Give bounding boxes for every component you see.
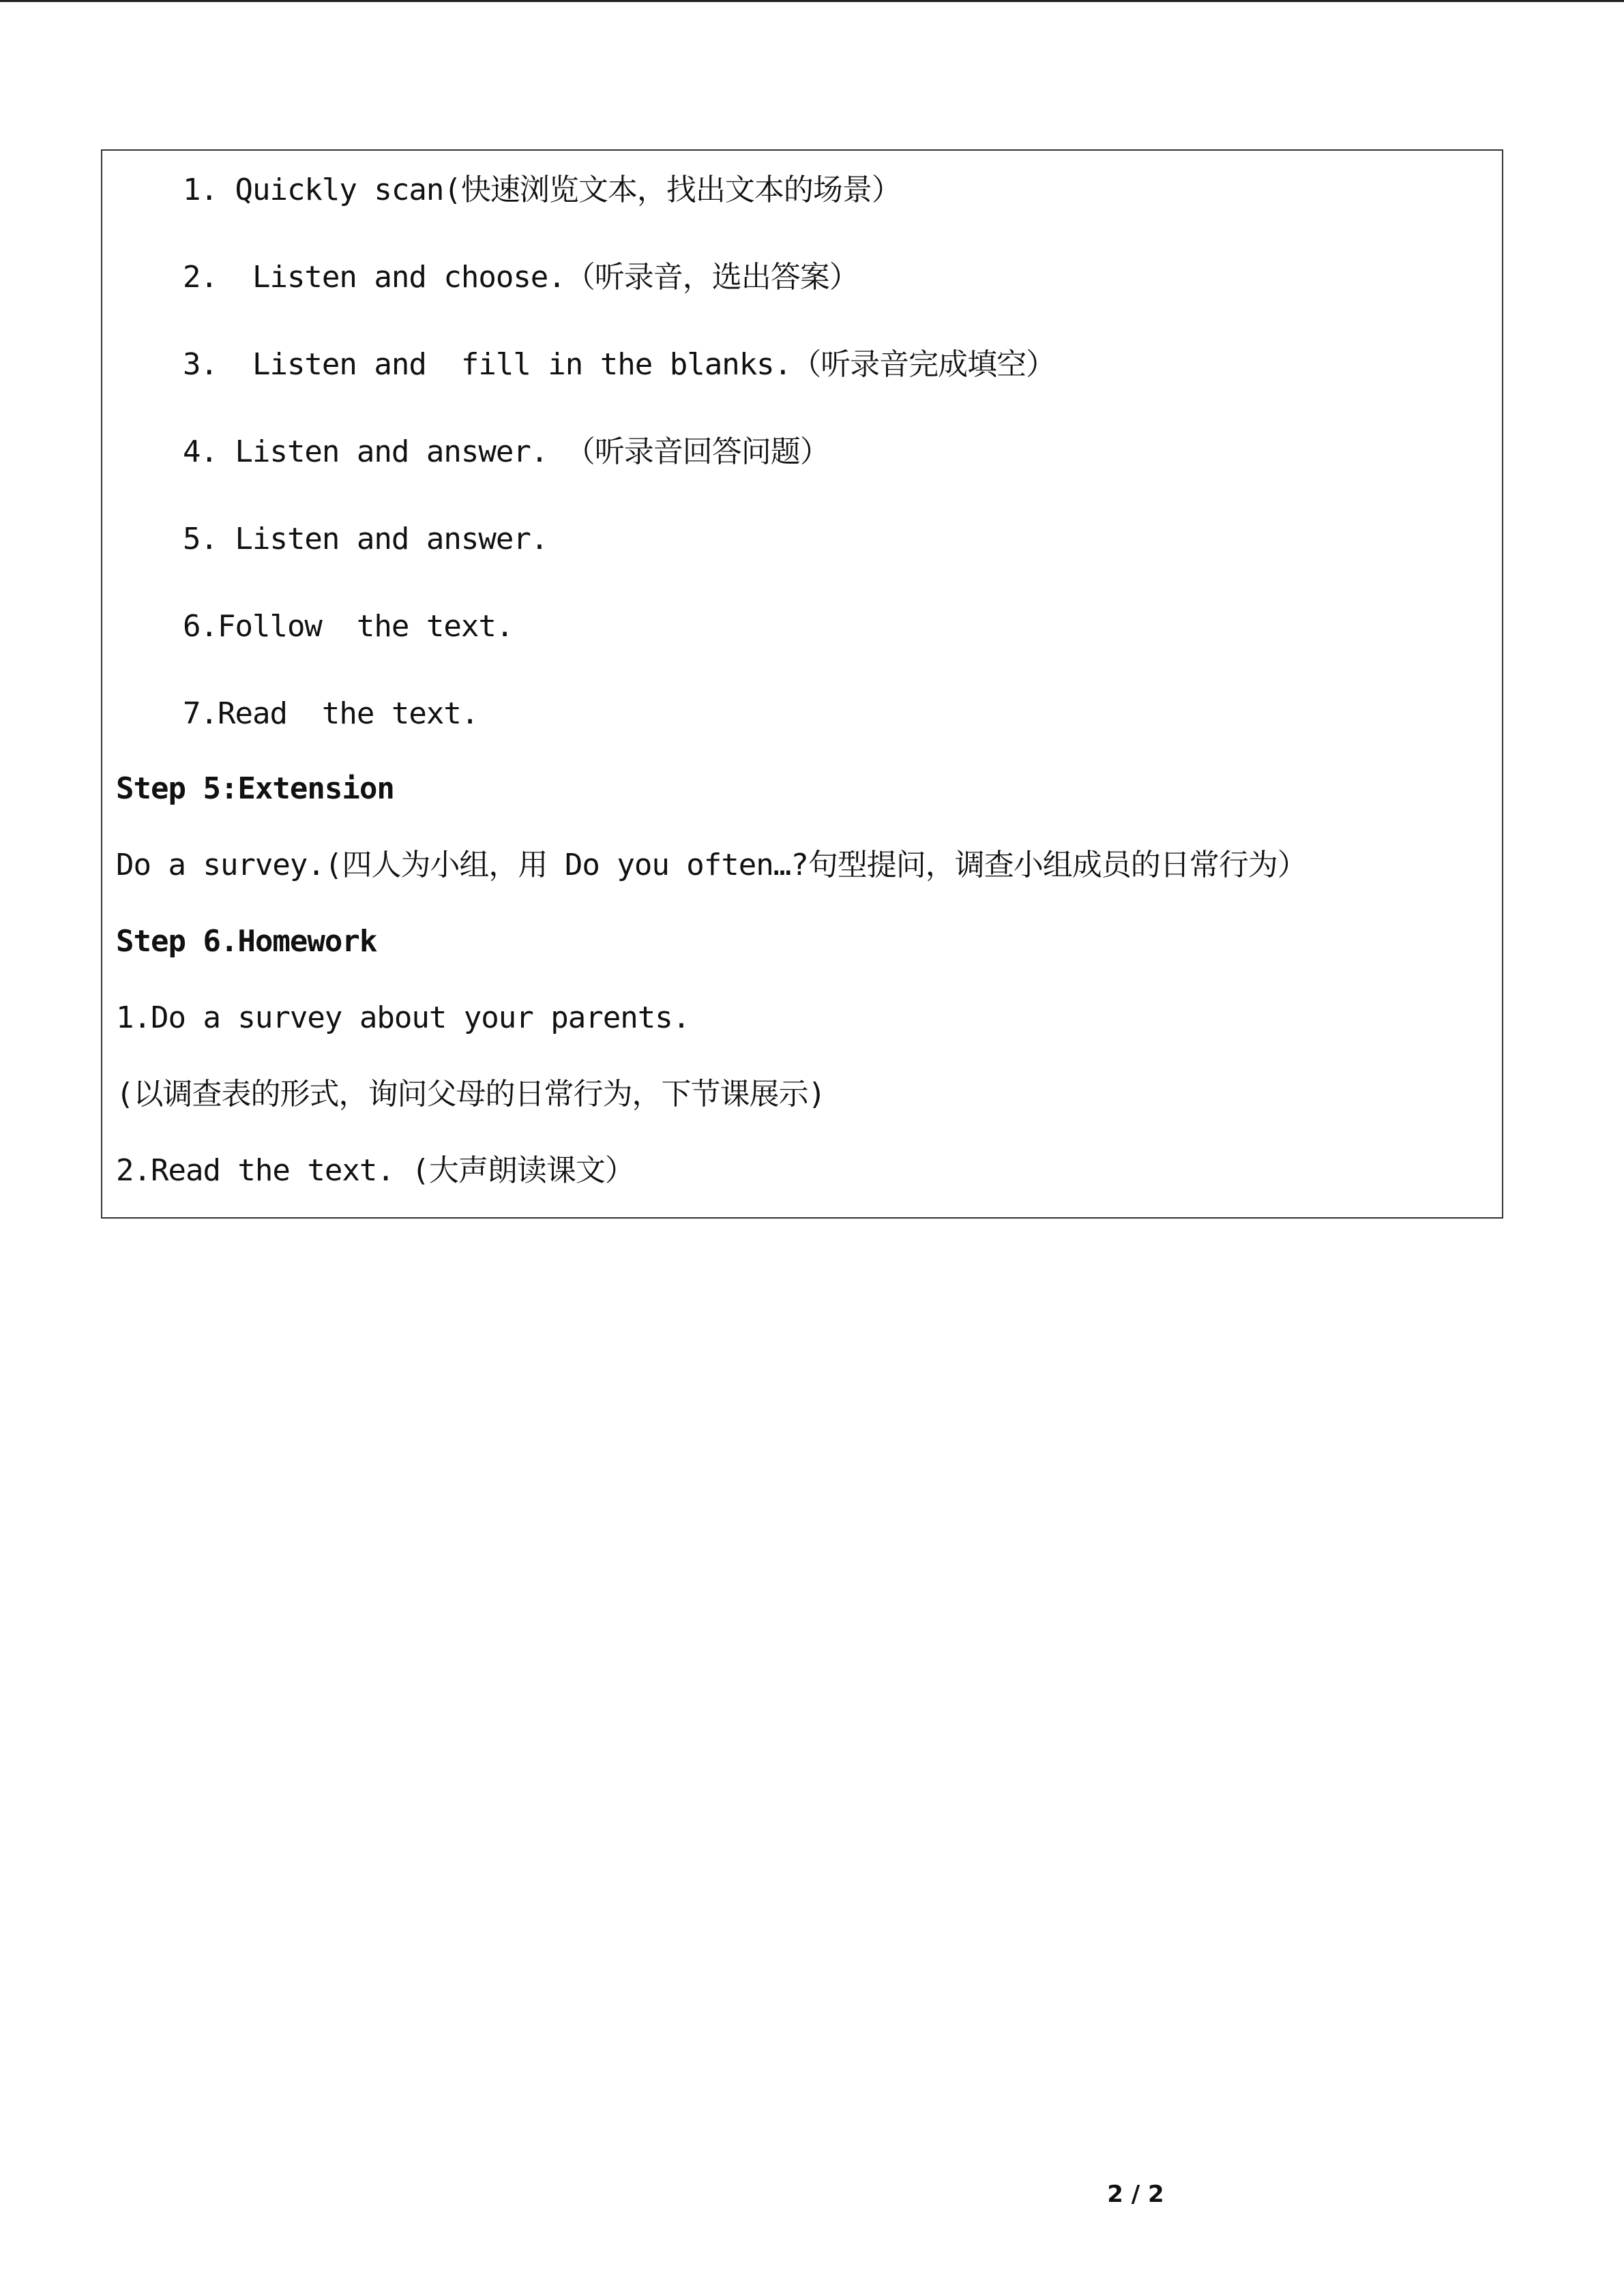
step-item-5: 5. Listen and answer. — [183, 522, 548, 556]
step5-heading: Step 5:Extension — [116, 771, 394, 806]
step-item-7: 7.Read the text. — [183, 696, 479, 731]
step-item-3: 3. Listen and fill in the blanks.（听录音完成填空） — [183, 347, 1056, 382]
step5-survey-text: Do a survey.(四人为小组，用 Do you often…?句型提问，调查小组成员的日常行为） — [116, 848, 1307, 882]
lesson-plan-table-cell — [101, 149, 1503, 1219]
top-border-rule — [0, 0, 1624, 2]
homework-item-1: 1.Do a survey about your parents. — [116, 1000, 690, 1035]
step-item-1: 1. Quickly scan(快速浏览文本，找出文本的场景） — [183, 173, 901, 207]
step-item-4: 4. Listen and answer. （听录音回答问题） — [183, 434, 829, 469]
step6-heading: Step 6.Homework — [116, 924, 377, 959]
homework-item-2: 2.Read the text. (大声朗读课文） — [116, 1153, 634, 1188]
homework-note: (以调查表的形式，询问父母的日常行为，下节课展示) — [116, 1077, 825, 1112]
step-item-6: 6.Follow the text. — [183, 609, 514, 644]
step-item-2: 2. Listen and choose.（听录音，选出答案） — [183, 260, 859, 295]
page-number: 2 / 2 — [1107, 2181, 1164, 2208]
